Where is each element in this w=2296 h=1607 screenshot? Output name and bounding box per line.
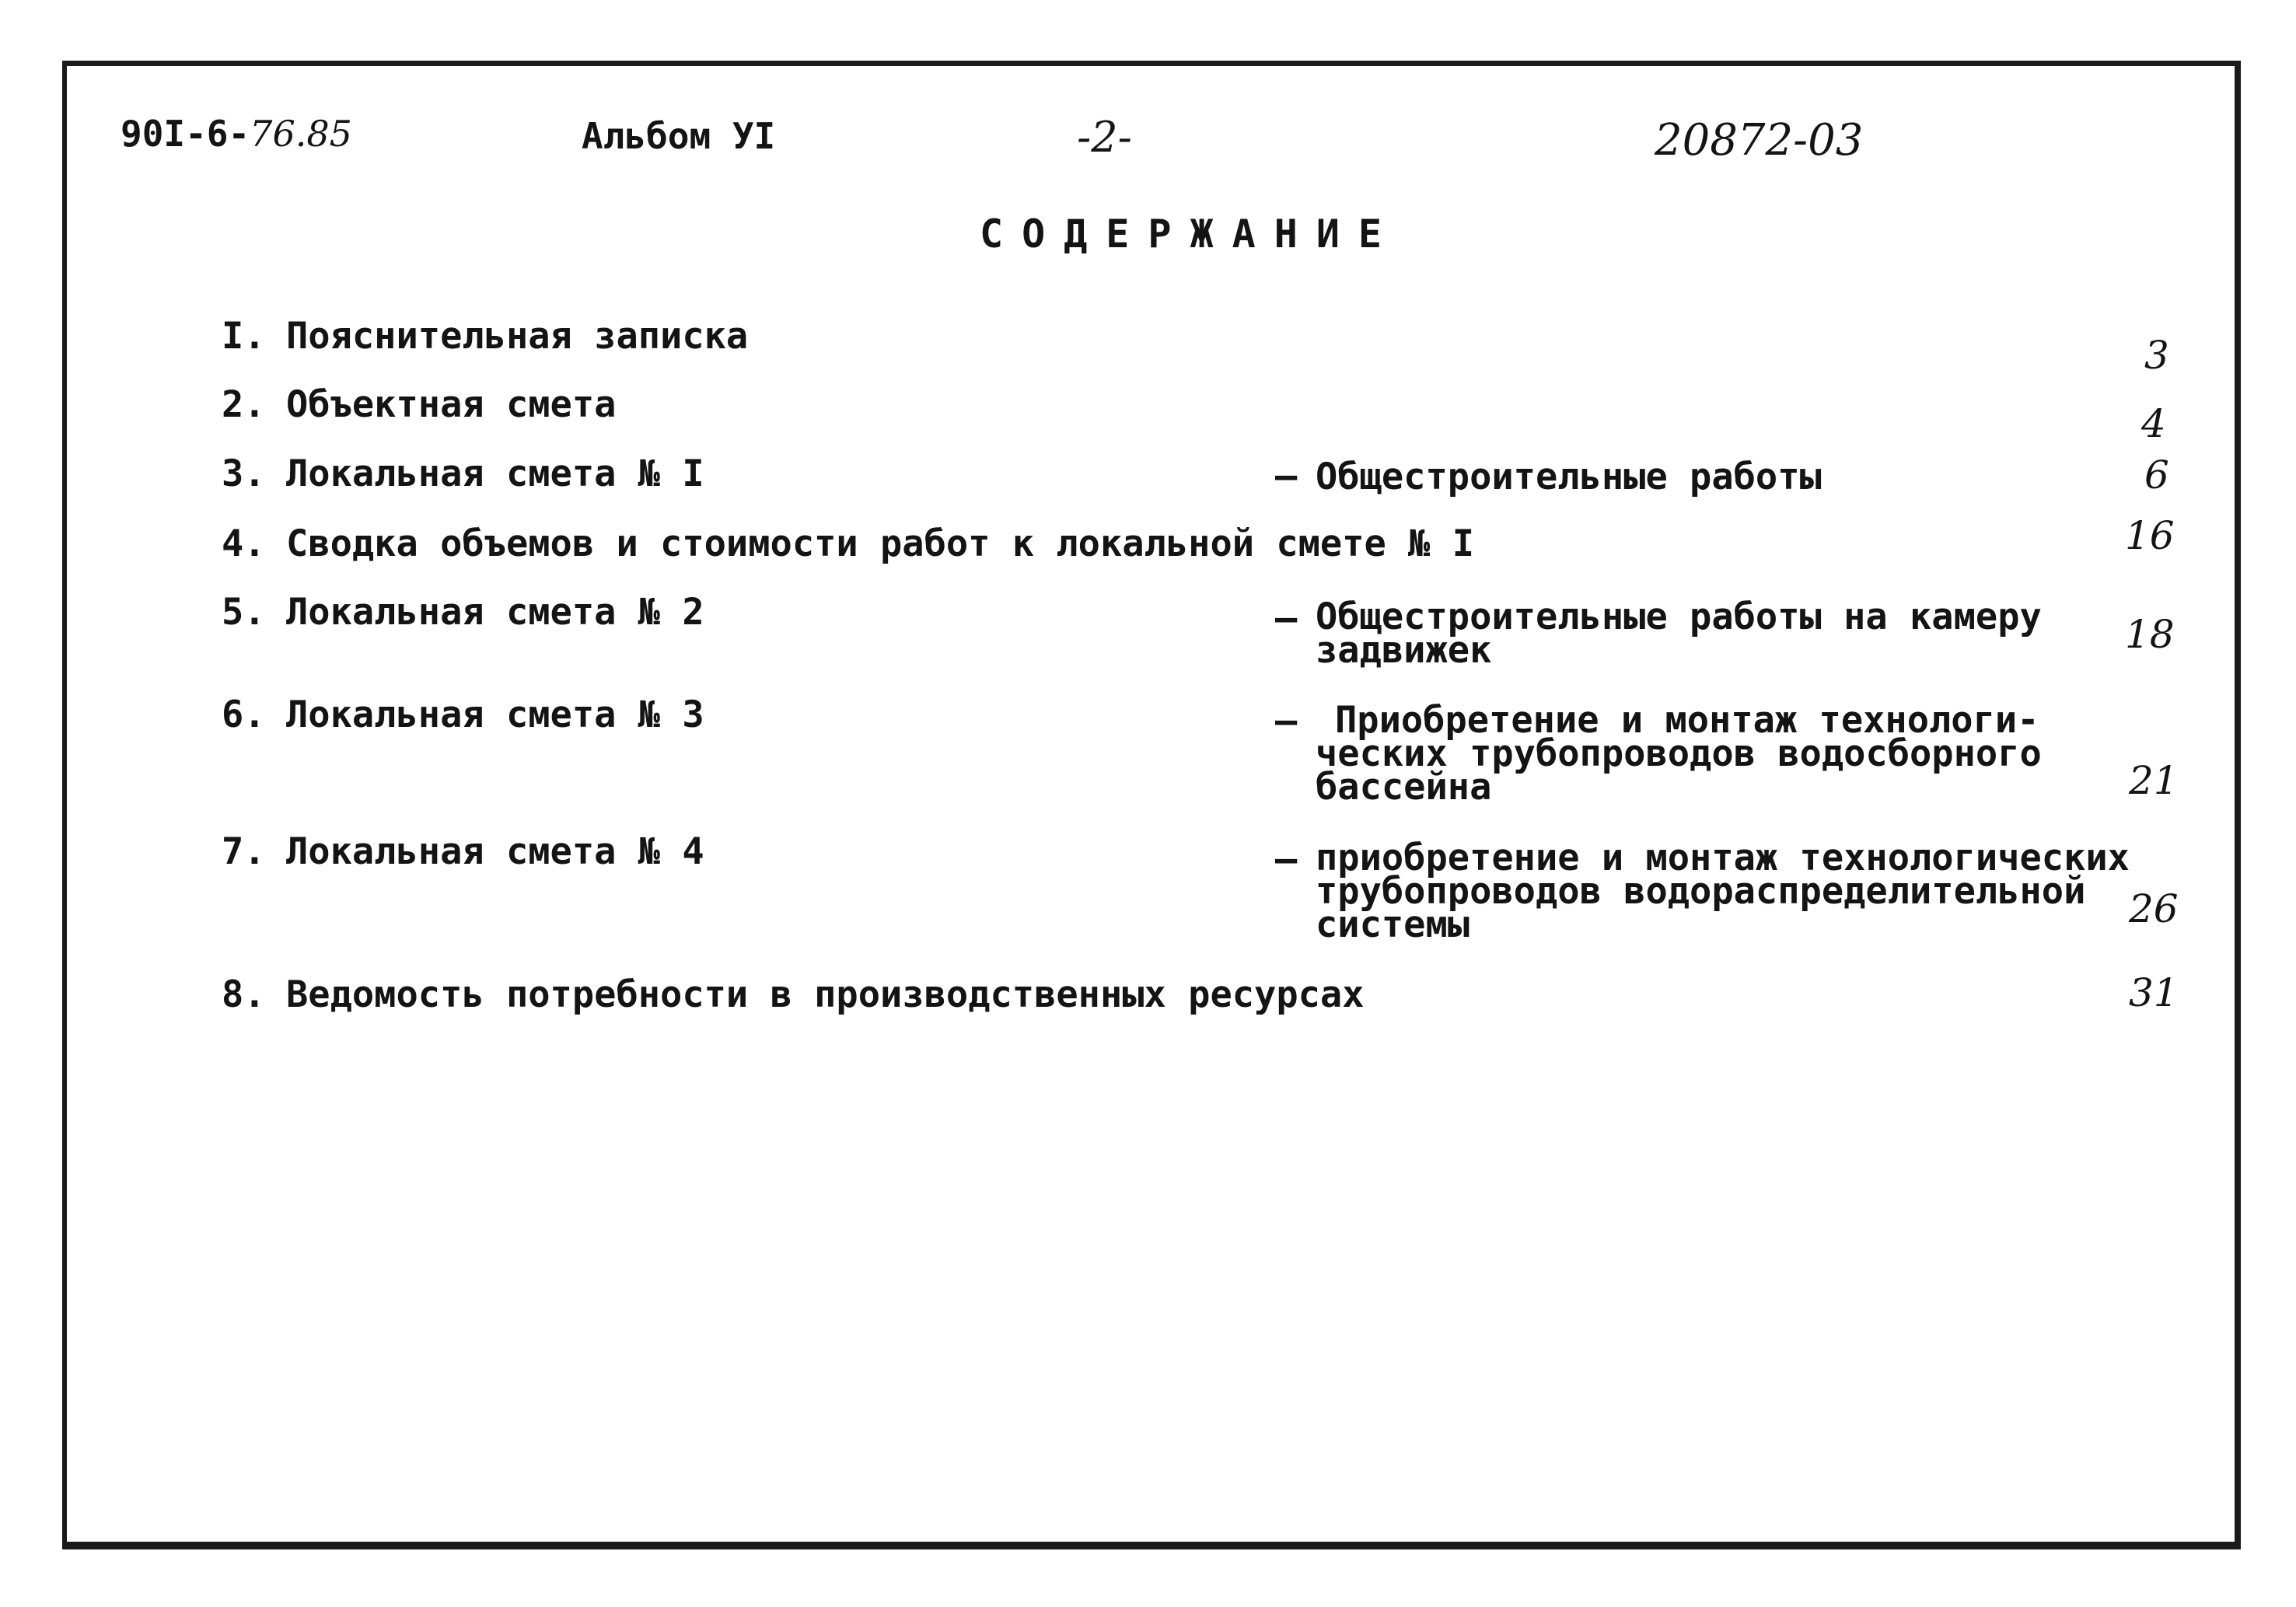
item-number: 2. (222, 383, 266, 426)
sheet-number: -2- (1077, 113, 1132, 162)
item-title: Сводка объемов и стоимости работ к локальной смете № I (286, 522, 1475, 565)
item-description-line: ческих трубопроводов водосборного (1316, 732, 2042, 775)
item-description-line: Приобретение и монтаж технологи- (1335, 699, 2039, 742)
document-code-handwritten: 76.85 (250, 113, 352, 155)
item-title: Объектная смета (286, 383, 617, 426)
item-page: 26 (2129, 886, 2179, 931)
item-number: 6. (222, 693, 266, 736)
item-number: I. (222, 315, 266, 358)
item-number: 3. (222, 452, 266, 495)
item-dash: – (1275, 700, 1298, 742)
item-description-line: Общестроительные работы (1316, 456, 1822, 498)
document-code (121, 113, 352, 155)
item-number: 8. (222, 973, 266, 1016)
item-page: 3 (2144, 333, 2169, 378)
item-page: 18 (2125, 612, 2175, 657)
album-label: Альбом УI (582, 115, 776, 157)
item-page: 4 (2141, 401, 2166, 446)
item-number: 5. (222, 591, 266, 634)
document-number: 20872-03 (1655, 115, 1864, 166)
item-number: 7. (222, 830, 266, 873)
item-description-line: Общестроительные работы на камеру (1316, 596, 2042, 638)
item-page: 31 (2129, 970, 2179, 1015)
item-description-line: системы (1316, 903, 1470, 946)
item-description (1316, 456, 1822, 498)
item-page: 21 (2129, 758, 2179, 803)
item-page: 16 (2125, 513, 2175, 558)
item-title: Локальная смета № I (286, 452, 704, 495)
item-title: Локальная смета № 3 (286, 693, 704, 736)
item-description (1316, 699, 2042, 809)
contents-title: СОДЕРЖАНИЕ (980, 211, 1401, 257)
item-description (1316, 596, 2042, 672)
item-title: Локальная смета № 4 (286, 830, 704, 873)
item-description-line: бассейна (1316, 766, 1492, 809)
item-number: 4. (222, 522, 266, 565)
item-title: Ведомость потребности в производственных ресурсах (286, 973, 1365, 1016)
document-code-printed: 90I-6- (121, 113, 250, 155)
item-page: 6 (2144, 452, 2169, 498)
item-description-line: приобретение и монтаж технологических (1316, 837, 2130, 879)
page-frame (62, 61, 2241, 1549)
item-dash: – (1275, 838, 1298, 881)
item-description (1316, 837, 2130, 946)
item-dash: – (1275, 455, 1298, 498)
item-description-line: задвижек (1316, 629, 1492, 672)
item-title: Локальная смета № 2 (286, 591, 704, 634)
item-title: Пояснительная записка (286, 315, 749, 358)
item-description-line: трубопроводов водораспределительной (1316, 870, 2086, 913)
item-dash: – (1275, 597, 1298, 640)
